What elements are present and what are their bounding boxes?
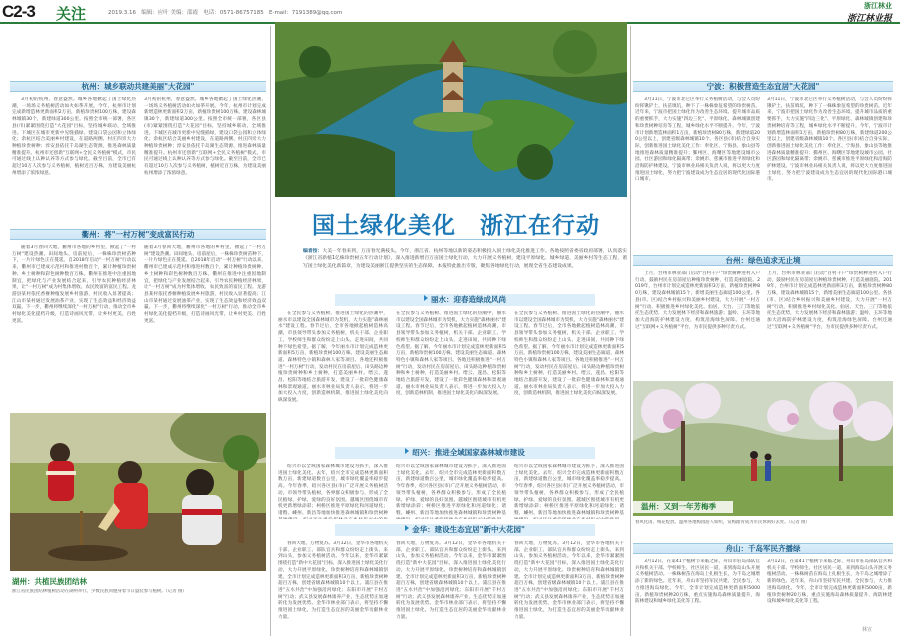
editor-note-text: 大美一年春来到，万亩春光满枝头。今年，浙江省、杭州等地以新的姿态积极投入国土绿化美化推进工作。各地按照省委省政府部署，认真落实《浙江省新植1亿株珍贵树五年行动计划》，深入推进新增百万亩国土绿化行动，大力开展义务植树，建设平原绿化、城乡绿道、美丽乡村等生态工程，谱写国土绿化美化新篇章，为建设美丽浙江提供坚实的生态保障。本报特此推出专版，聚焦各地绿化行动，展现全省生态建设成果。 bbox=[303, 249, 627, 269]
shaoxing-title bbox=[335, 447, 595, 459]
lishui-title bbox=[335, 294, 595, 306]
ningbo-body-col1: 3月11日，宁波市北仑区举行义务植树活动，与会人员纷纷挥锹铲土、扶苗填坑，种下了一株株象征希望的珍贵树苗。近年来，宁波市把国土绿化作为改善生态环境、提升城市品质的重要抓手，大力实施"四边三化"、平原绿化、森林城镇创建和珍贵树种培育等工程，城乡绿化水平不断提升。今年，宁波市计划新增造林面积1万亩，新植珍贵树80万株，新建绿道200公里以上，创建省级森林城镇10个。各区县(市)结合自身实际，创新推进国土绿化美化工作：奉化区、宁海县、象山县等地推进森林质量精准提升；鄞州区、海曙区等地建设城市公园、社区游园和绿化隔离带；余姚市、慈溪市推进平原绿化和沿海防护林建设。宁波市林业局相关负责人说，将以更大力度推进国土绿化，努力把宁波建设成为生态宜居的现代化国际港口城市。 bbox=[635, 97, 760, 183]
huzhou-photo bbox=[10, 413, 266, 571]
tree-planting-illustration bbox=[10, 413, 266, 571]
top-photo-caption bbox=[285, 187, 617, 194]
zhoushan-byline: 林宣 bbox=[862, 627, 873, 633]
wenzhou-caption: 春风化雨，梅花绽放。温州各地梅园游人如织，赏梅踏青成为市民休闲好去处。（记者 摄） bbox=[635, 520, 810, 525]
zhoushan-title: 舟山：千岛军民齐播绿 bbox=[633, 543, 893, 554]
huzhou-title: 湖州：共植民族团结林 bbox=[10, 576, 266, 588]
zhoushan-body-col2: 3月12日，在第41个植树节来临之际，舟山市驻岛部队官兵和机关干部、学校师生、社区居民一道，来到海岛山头开展义务植树活动。一株株树苗在海岛上扎根生长，为千岛之城增添了新的绿色。近年来，舟山市坚持军民共建、全民参与，大力推进海岛绿化。今年，全市计划完成造林更新面积5000亩，新植珍贵树种20万株，重点实施海岛森林质量提升、海防林建设和城乡绿化美化等工程。 bbox=[767, 559, 892, 605]
hangzhou-body-col2: 3月初的杭州，春意盎然。城乡各地掀起了国土绿化热潮，一场场义务植树活动如火如荼开展。今年，杭州市计划完成新增造林更新面积2万亩，新植珍贵树100万株，建设森林城镇30个，新建绿道300公里。按照全市统一部署，各区县(市)紧紧围绕打造"大花园"目标，坚持城乡联动、全域推进。下城区在城市更新中见缝插绿，建设口袋公园和立体绿化；余杭区结合美丽乡村建设，在道路两侧、村庄四旁大力种植珍贵树种；淳安县依托千岛湖生态资源，推进森林质量精准提升。杭州市还创新"互联网+全民义务植树"模式，市民可通过线上认种认养等方式参与绿化。截至目前，全市已有超过10万人次参与义务植树，植树近百万株，为建设美丽杭州增添了浓浓绿意。 bbox=[144, 97, 266, 176]
issue-date: 2019.3.16 bbox=[108, 10, 136, 16]
section-name: 关注 bbox=[56, 5, 87, 23]
page-number: C2-3 bbox=[2, 2, 35, 21]
column-divider bbox=[630, 26, 631, 636]
paper-name: 浙江林业 bbox=[864, 2, 892, 10]
quzhou-body-col2: 随着3月春回大地，衢州市各地的乡村里，掀起了"一村万树"建设热潮。田间地头、房前屋后，一株株珍贵树苗种下，一片片绿色正在蔓延。自2018年启动"一村万树"行动以来，衢州市已建成示范村和推进村数百个，累计种植珍贵树种、乡土树种和彩色树种数百万株。衢州在推进中注重因地制宜，把绿化与产业发展结合起来，引导农民种植经济林果，让"一村万树"成为村集体增收、农民致富的富民工程。龙游县某村依托香榧种植发展乡村旅游，村民收入显著提高；江山市某村通过发展油茶产业，实现了生态效益和经济效益双赢。下一步，衢州将继续深化"一村万树"行动，推动全市乡村绿化美化提档升级，打造诗画风光带，让乡村更美、百姓更富。 bbox=[144, 245, 266, 324]
wenzhou-photo bbox=[633, 381, 893, 516]
ningbo-body-col2: 3月11日，宁波市北仑区举行义务植树活动，与会人员纷纷挥锹铲土、扶苗填坑，种下了一株株象征希望的珍贵树苗。近年来，宁波市把国土绿化作为改善生态环境、提升城市品质的重要抓手，大力实施"四边三化"、平原绿化、森林城镇创建和珍贵树种培育等工程，城乡绿化水平不断提升。今年，宁波市计划新增造林面积1万亩，新植珍贵树80万株，新建绿道200公里以上，创建省级森林城镇10个。各区县(市)结合自身实际，创新推进国土绿化美化工作：奉化区、宁海县、象山县等地推进森林质量精准提升；鄞州区、海曙区等地建设城市公园、社区游园和绿化隔离带；余姚市、慈溪市推进平原绿化和沿海防护林建设。宁波市林业局相关负责人说，将以更大力度推进国土绿化，努力把宁波建设成为生态宜居的现代化国际港口城市。 bbox=[767, 97, 892, 183]
chevron-right-icon bbox=[424, 295, 428, 301]
jinhua-title bbox=[335, 524, 595, 536]
jinhua-body-col2: 春回大地，万物复苏。3月12日，金华市各地机关干部、企业职工、部队官兵和群众纷纷走上街头、来到山头，参加义务植树活动。今年以来，金华市紧紧围绕打造"新中大花园"目标，深入推进国土绿化美化行动，大力开展平原绿化、珍贵树种培育和森林城镇创建。全市计划完成造林更新面积3万亩，新植珍贵树种超百万株，创建省级森林城镇10个以上。浦江县在推进"五水共治"中加强沿河绿化；东阳市开展"千村万树"行动；武义县发展森林康养产业，生态优势正加速转化为发展优势。金华市林业部门表示，将坚持不懈推进国土绿化，为打造生态宜居的美丽金华贡献林业力量。 bbox=[396, 541, 506, 620]
email: E-mail：7191389@qq.com bbox=[268, 10, 343, 16]
jinhua-title-text: 金华：建设生态宜居"新中大花园" bbox=[412, 525, 525, 534]
main-headline: 国土绿化美化 浙江在行动 bbox=[312, 213, 600, 239]
lishui-body-col1: 在全民参与义务植树、推进国土绿化的热潮中，丽水市以建设全国森林城市为契机，大力实施"森林丽水"建设工程。春节过后，全市各地掀起植树造林高潮，市县领导带头参加义务植树，机关干部、企业职工、学校师生和群众纷纷走上山头、走进田间，共同种下绿色希望。据了解，今年丽水市计划完成造林更新面积5万亩，新植珍贵树100万株，建设美丽生态廊道、森林特色小镇和森林人家等项目。各地还积极推进"一村万树"行动，发动村民在房前屋后、田头路边种植珍贵树种和乡土树种，打造美丽乡村。缙云、遂昌、松阳等地结合旅游开发，建设了一批彩色健康森林和景观通道。丽水市林业局负责人表示，将进一步加大投入力度，创新造林机制，推进国土绿化美化向纵深发展。 bbox=[278, 311, 388, 404]
editor-note bbox=[303, 248, 627, 290]
wenzhou-title: 温州：又到一年芳梅季 bbox=[633, 501, 733, 513]
taizhou-body-col2: 上月，台州市林业部门启动"百村千户"珍贵树种进村入户行动，鼓励村民在房前屋后种植珍贵树种，打造美丽庭院。2019年，台州市计划完成造林更新面积3万亩，新植珍贵树种80万株，建设森林城镇15个，新增美丽生态廊道100公里。各县(市、区)结合乡村振兴和美丽乡村建设，大力开展"一村万树"行动，积极推进乡村绿化美化。仙居、天台、三门等地依托生态优势，大力发展林下经济和森林旅游；温岭、玉环等地加大沿海防护林建设力度，构筑沿海绿色屏障。台州还通过"互联网+义务植树"平台，为市民提供多种尽责方式。 bbox=[767, 271, 892, 330]
lakeside-pavilion-photo bbox=[275, 22, 627, 197]
editor-note-label: 编者按： bbox=[303, 249, 323, 254]
lishui-body-col2: 在全民参与义务植树、推进国土绿化的热潮中，丽水市以建设全国森林城市为契机，大力实施"森林丽水"建设工程。春节过后，全市各地掀起植树造林高潮，市县领导带头参加义务植树，机关干部、企业职工、学校师生和群众纷纷走上山头、走进田间，共同种下绿色希望。据了解，今年丽水市计划完成造林更新面积5万亩，新植珍贵树100万株，建设美丽生态廊道、森林特色小镇和森林人家等项目。各地还积极推进"一村万树"行动，发动村民在房前屋后、田头路边种植珍贵树种和乡土树种，打造美丽乡村。缙云、遂昌、松阳等地结合旅游开发，建设了一批彩色健康森林和景观通道。丽水市林业局负责人表示，将进一步加大投入力度，创新造林机制，推进国土绿化美化向纵深发展。 bbox=[396, 311, 506, 397]
jinhua-body-col3: 春回大地，万物复苏。3月12日，金华市各地机关干部、企业职工、部队官兵和群众纷纷走上街头、来到山头，参加义务植树活动。今年以来，金华市紧紧围绕打造"新中大花园"目标，深入推进国土绿化美化行动，大力开展平原绿化、珍贵树种培育和森林城镇创建。全市计划完成造林更新面积3万亩，新植珍贵树种超百万株，创建省级森林城镇10个以上。浦江县在推进"五水共治"中加强沿河绿化；东阳市开展"千村万树"行动；武义县发展森林康养产业，生态优势正加速转化为发展优势。金华市林业部门表示，将坚持不懈推进国土绿化，为打造生态宜居的美丽金华贡献林业力量。 bbox=[514, 541, 624, 620]
headline-rule bbox=[320, 239, 590, 240]
column-divider bbox=[270, 26, 271, 636]
huzhou-caption: 浙江省民族团结林植树活动在湖州举行。少数民族同胞身着节日盛装参与植树。（记者 摄） bbox=[12, 589, 187, 594]
quzhou-title: 衢州：将"一村万树"变成富民行动 bbox=[10, 229, 266, 240]
taizhou-title: 台州：绿色追求无止境 bbox=[633, 255, 893, 266]
phone: 电话：0571-86757185 bbox=[203, 10, 264, 16]
landscape-illustration bbox=[275, 22, 627, 197]
masthead-meta bbox=[108, 8, 342, 16]
shaoxing-title-text: 绍兴：推进全域国家森林城市建设 bbox=[412, 448, 525, 457]
chevron-right-icon bbox=[405, 448, 409, 454]
lishui-body-col3: 在全民参与义务植树、推进国土绿化的热潮中，丽水市以建设全国森林城市为契机，大力实施"森林丽水"建设工程。春节过后，全市各地掀起植树造林高潮，市县领导带头参加义务植树，机关干部、企业职工、学校师生和群众纷纷走上山头、走进田间，共同种下绿色希望。据了解，今年丽水市计划完成造林更新面积5万亩，新植珍贵树100万株，建设美丽生态廊道、森林特色小镇和森林人家等项目。各地还积极推进"一村万树"行动，发动村民在房前屋后、田头路边种植珍贵树种和乡土树种，打造美丽乡村。缙云、遂昌、松阳等地结合旅游开发，建设了一批彩色健康森林和景观通道。丽水市林业局负责人表示，将进一步加大投入力度，创新造林机制，推进国土绿化美化向纵深发展。 bbox=[514, 311, 624, 397]
shaoxing-body-col1: 绍兴市以全域国家森林城市建设为抓手，深入推进国土绿化美化。去年，绍兴全市完成造林更新面积数万亩，新建绿道数百公里，城市绿化覆盖率稳步提高。今年春季，绍兴各区县(市)广泛开展义务植树活动，市领导带头植树，各界群众积极参与，形成了全民植绿、护绿、爱绿的良好氛围。越城区围绕城市有机更新增绿添彩；柯桥区推进平原绿化和河道绿化；诸暨、嵊州、新昌等地加快推进森林城镇和珍贵树种 bbox=[278, 464, 388, 516]
shaoxing-body-col2: 绍兴市以全域国家森林城市建设为抓手，深入推进国土绿化美化。去年，绍兴全市完成造林更新面积数万亩，新建绿道数百公里，城市绿化覆盖率稳步提高。今年春季，绍兴各区县(市)广泛开展义务植树活动，市领导带头植树，各界群众积极参与，形成了全民植绿、护绿、爱绿的良好氛围。越城区围绕城市有机更新增绿添彩；柯桥区推进平原绿化和河道绿化；诸暨、嵊州、新昌等地加快推进森林城镇和珍贵树种基 bbox=[396, 464, 506, 516]
hangzhou-title: 杭州：城乡联动共建美丽"大花园" bbox=[10, 81, 266, 92]
quzhou-body-col1: 随着3月春回大地，衢州市各地的乡村里，掀起了"一村万树"建设热潮。田间地头、房前屋后，一株株珍贵树苗种下，一片片绿色正在蔓延。自2018年启动"一村万树"行动以来，衢州市已建成示范村和推进村数百个，累计种植珍贵树种、乡土树种和彩色树种数百万株。衢州在推进中注重因地制宜，把绿化与产业发展结合起来，引导农民种植经济林果，让"一村万树"成为村集体增收、农民致富的富民工程。龙游县某村依托香榧种植发展乡村旅游，村民收入显著提高；江山市某村通过发展油茶产业，实现了生态效益和经济效益双赢。下一步，衢州将继续深化"一村万树"行动，推动全市乡村绿化美化提档升级，打造诗画风光带，让乡村更美、百姓更富。 bbox=[12, 245, 136, 324]
paper-logo: 浙江林业报 bbox=[846, 14, 892, 24]
chevron-right-icon bbox=[405, 525, 409, 531]
shaoxing-body-col3: 绍兴市以全域国家森林城市建设为抓手，深入推进国土绿化美化。去年，绍兴全市完成造林更新面积数万亩，新建绿道数百公里，城市绿化覆盖率稳步提高。今年春季，绍兴各区县(市)广泛开展义务植树活动，市领导带头植树，各界群众积极参与，形成了全民植绿、护绿、爱绿的良好氛围。越城区围绕城市有机更新增绿添彩；柯桥区推进平原绿化和河道绿化；诸暨、嵊州、新昌等地加快推进森林城镇和珍贵树种基 bbox=[514, 464, 624, 516]
zhoushan-body-col1: 3月12日，在第41个植树节来临之际，舟山市驻岛部队官兵和机关干部、学校师生、社区居民一道，来到海岛山头开展义务植树活动。一株株树苗在海岛上扎根生长，为千岛之城增添了新的绿色。近年来，舟山市坚持军民共建、全民参与，大力推进海岛绿化。今年，全市计划完成造林更新面积5000亩，新植珍贵树种20万株，重点实施海岛森林质量提升、海防林建设和城乡绿化美化等工程。 bbox=[635, 559, 760, 605]
taizhou-body-col1: 上月，台州市林业部门启动"百村千户"珍贵树种进村入户行动，鼓励村民在房前屋后种植珍贵树种，打造美丽庭院。2019年，台州市计划完成造林更新面积3万亩，新植珍贵树种80万株，建设森林城镇15个，新增美丽生态廊道100公里。各县(市、区)结合乡村振兴和美丽乡村建设，大力开展"一村万树"行动，积极推进乡村绿化美化。仙居、天台、三门等地依托生态优势，大力发展林下经济和森林旅游；温岭、玉环等地加大沿海防护林建设力度，构筑沿海绿色屏障。台州还通过"互联网+义务植树"平台，为市民提供多种尽责方式。 bbox=[635, 271, 760, 330]
masthead bbox=[0, 0, 900, 24]
editor-credit: 编辑：应叶 美编：邵霞 bbox=[141, 10, 198, 16]
jinhua-body-col1: 春回大地，万物复苏。3月12日，金华市各地机关干部、企业职工、部队官兵和群众纷纷走上街头、来到山头，参加义务植树活动。今年以来，金华市紧紧围绕打造"新中大花园"目标，深入推进国土绿化美化行动，大力开展平原绿化、珍贵树种培育和森林城镇创建。全市计划完成造林更新面积3万亩，新植珍贵树种超百万株，创建省级森林城镇10个以上。浦江县在推进"五水共治"中加强沿河绿化；东阳市开展"千村万树"行动；武义县发展森林康养产业，生态优势正加速转化为发展优势。金华市林业部门表示，将坚持不懈推进国土绿化，为打造生态宜居的美丽金华贡献林业力量。 bbox=[278, 541, 388, 620]
lishui-title-text: 丽水：迎春造绿成风尚 bbox=[431, 295, 506, 304]
ningbo-title: 宁波：积极营造生态宜居"大花园" bbox=[633, 81, 893, 92]
plum-blossom-illustration bbox=[633, 381, 893, 516]
hangzhou-body-col1: 3月初的杭州，春意盎然。城乡各地掀起了国土绿化热潮，一场场义务植树活动如火如荼开展。今年，杭州市计划完成新增造林更新面积2万亩，新植珍贵树100万株，建设森林城镇30个，新建绿道300公里。按照全市统一部署，各区县(市)紧紧围绕打造"大花园"目标，坚持城乡联动、全域推进。下城区在城市更新中见缝插绿，建设口袋公园和立体绿化；余杭区结合美丽乡村建设，在道路两侧、村庄四旁大力种植珍贵树种；淳安县依托千岛湖生态资源，推进森林质量精准提升。杭州市还创新"互联网+全民义务植树"模式，市民可通过线上认种认养等方式参与绿化。截至目前，全市已有超过10万人次参与义务植树，植树近百万株，为建设美丽杭州增添了浓浓绿意。 bbox=[12, 97, 136, 176]
